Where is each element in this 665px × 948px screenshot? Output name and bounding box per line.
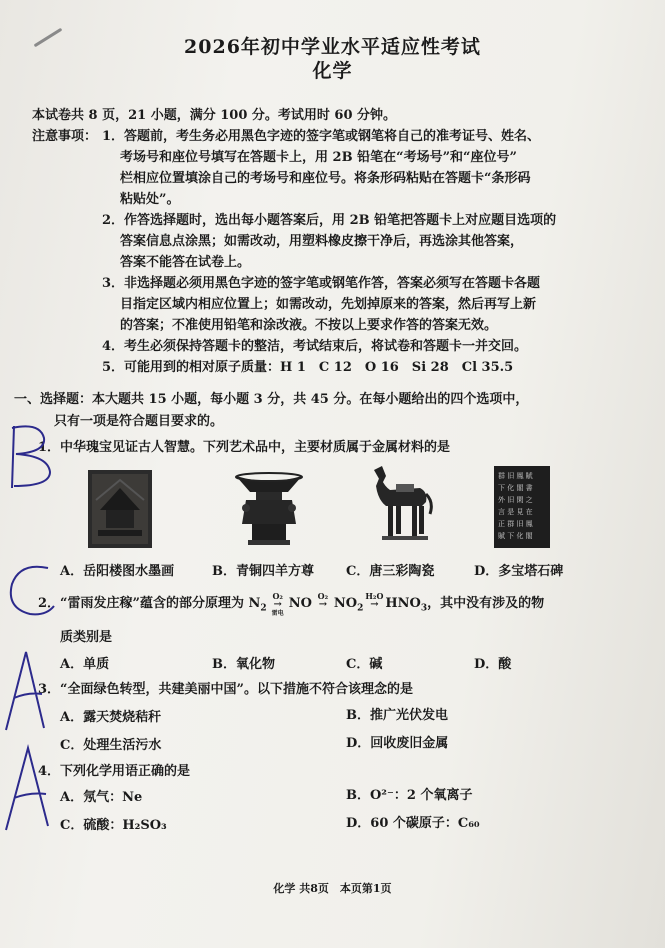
reaction-arrow-3: H₂O → (365, 591, 384, 610)
svg-text:正 群 旧 鳳: 正 群 旧 鳳 (498, 520, 533, 528)
notice-line: 答案信息点涂黑；如需改动，用塑料橡皮擦干净后，再选涂其他答案， (120, 234, 524, 249)
tang-sancai-horse-image (362, 462, 438, 544)
notice-line: 3．非选择题必须用黑色字迹的签字笔或钢笔作答，答案必须写在答题卡各题 (102, 276, 541, 291)
q3-option-c[interactable]: C．处理生活污水 (60, 738, 162, 753)
q4-option-b[interactable]: B．O²⁻：2 个氧离子 (346, 788, 473, 803)
notice-line: 1．答题前，考生务必用黑色字迹的签字笔或钢笔将自己的准考证号、姓名、 (102, 129, 541, 144)
question-3-stem: 3．“全面绿色转型，共建美丽中国”。以下措施不符合该理念的是 (38, 682, 414, 697)
svg-text:外 旧 閑 之: 外 旧 閑 之 (498, 496, 533, 504)
q3-option-d[interactable]: D．回收废旧金属 (346, 736, 449, 751)
q2-stem-suffix: ，其中没有涉及的物 (427, 596, 545, 611)
q3-option-a[interactable]: A．露天焚烧秸秆 (60, 710, 162, 725)
notice-line: 栏相应位置填涂自己的考场号和座位号。将条形码粘贴在答题卡“条形码 (120, 171, 531, 186)
q4-option-c[interactable]: C．硫酸：H₂SO₃ (60, 818, 167, 833)
svg-text:言 是 見 在: 言 是 見 在 (498, 508, 533, 516)
q2-option-d[interactable]: D．酸 (474, 657, 512, 672)
question-2-stem-2: 质类别是 (60, 630, 113, 645)
notice-line: 5．可能用到的相对原子质量：H 1 C 12 O 16 Si 28 Cl 35.5 (102, 360, 514, 375)
q2-option-b[interactable]: B．氧化物 (212, 657, 275, 672)
exam-title: 2026年初中学业水平适应性考试 (184, 36, 481, 58)
notice-line: 目指定区域内相应位置上；如需改动，先划掉原来的答案，然后再写上新 (120, 297, 537, 312)
reaction-arrow-1: O₂ → 雷电 (271, 591, 284, 617)
reaction-arrow-2: O₂ → (317, 591, 329, 610)
notice-line: 4．考生必须保持答题卡的整洁，考试结束后，将试卷和答题卡一并交回。 (102, 339, 528, 354)
svg-text:群 旧 鳳 賦: 群 旧 鳳 賦 (498, 472, 533, 480)
exam-subject: 化学 (312, 60, 353, 82)
q2-no: NO (288, 596, 312, 611)
q4-option-a[interactable]: A．氖气：Ne (60, 790, 143, 805)
q1-option-a[interactable]: A．岳阳楼图水墨画 (60, 564, 175, 579)
q2-hno3: HNO (385, 596, 421, 611)
q2-stem-prefix: 2．“雷雨发庄稼”蕴含的部分原理为 N (38, 596, 261, 611)
notice-line: 的答案；不准使用铅笔和涂改液。不按以上要求作答的答案无效。 (120, 318, 498, 333)
handwritten-answer-q4 (0, 740, 60, 836)
q2-n2-sub: 2 (260, 603, 267, 614)
bronze-zun-image (232, 470, 306, 548)
section-heading-2: 只有一项是符合题目要求的。 (54, 414, 224, 429)
stone-stele-image (494, 466, 550, 548)
intro-text: 本试卷共 8 页，21 小题，满分 100 分。考试用时 60 分钟。 (32, 108, 397, 123)
q3-option-b[interactable]: B．推广光伏发电 (346, 708, 448, 723)
q1-option-b[interactable]: B．青铜四羊方尊 (212, 564, 314, 579)
question-1-stem: 1．中华瑰宝见证古人智慧。下列艺术品中，主要材质属于金属材料的是 (38, 440, 451, 455)
q2-option-a[interactable]: A．单质 (60, 657, 110, 672)
notice-line: 答案不能答在试卷上。 (120, 255, 251, 270)
notice-line: 2．作答选择题时，选出每小题答案后，用 2B 铅笔把答题卡上对应题目选项的 (102, 213, 557, 228)
q1-option-d[interactable]: D．多宝塔石碑 (474, 564, 564, 579)
question-4-stem: 4．下列化学用语正确的是 (38, 764, 191, 779)
q4-option-d[interactable]: D．60 个碳原子：C₆₀ (346, 816, 480, 831)
question-2-stem: 2．“雷雨发庄稼”蕴含的部分原理为 $N_2$ O₂ → 雷电 NO O₂ → $NO_2$ H₂O → $HNO_3$，其中没有涉及的物 (38, 591, 545, 617)
notice-label: 注意事项： (32, 129, 98, 144)
q2-option-c[interactable]: C．碱 (346, 657, 383, 672)
svg-text:下 化 閣 書: 下 化 閣 書 (498, 484, 533, 492)
ink-painting-image (88, 470, 152, 548)
notice-line: 粘贴处”。 (120, 192, 180, 207)
page-footer: 化学 共8页 本页第1页 (273, 882, 392, 895)
section-heading: 一、选择题：本大题共 15 小题，每小题 3 分，共 45 分。在每小题给出的四个选项中， (14, 392, 529, 407)
q1-option-c[interactable]: C．唐三彩陶瓷 (346, 564, 435, 579)
notice-line: 考场号和座位号填写在答题卡上，用 2B 铅笔在“考场号”和“座位号” (120, 150, 517, 165)
q2-no2: NO (333, 596, 358, 611)
svg-text:賦 下 化 閣: 賦 下 化 閣 (498, 532, 533, 540)
handwritten-answer-q1 (0, 420, 70, 500)
